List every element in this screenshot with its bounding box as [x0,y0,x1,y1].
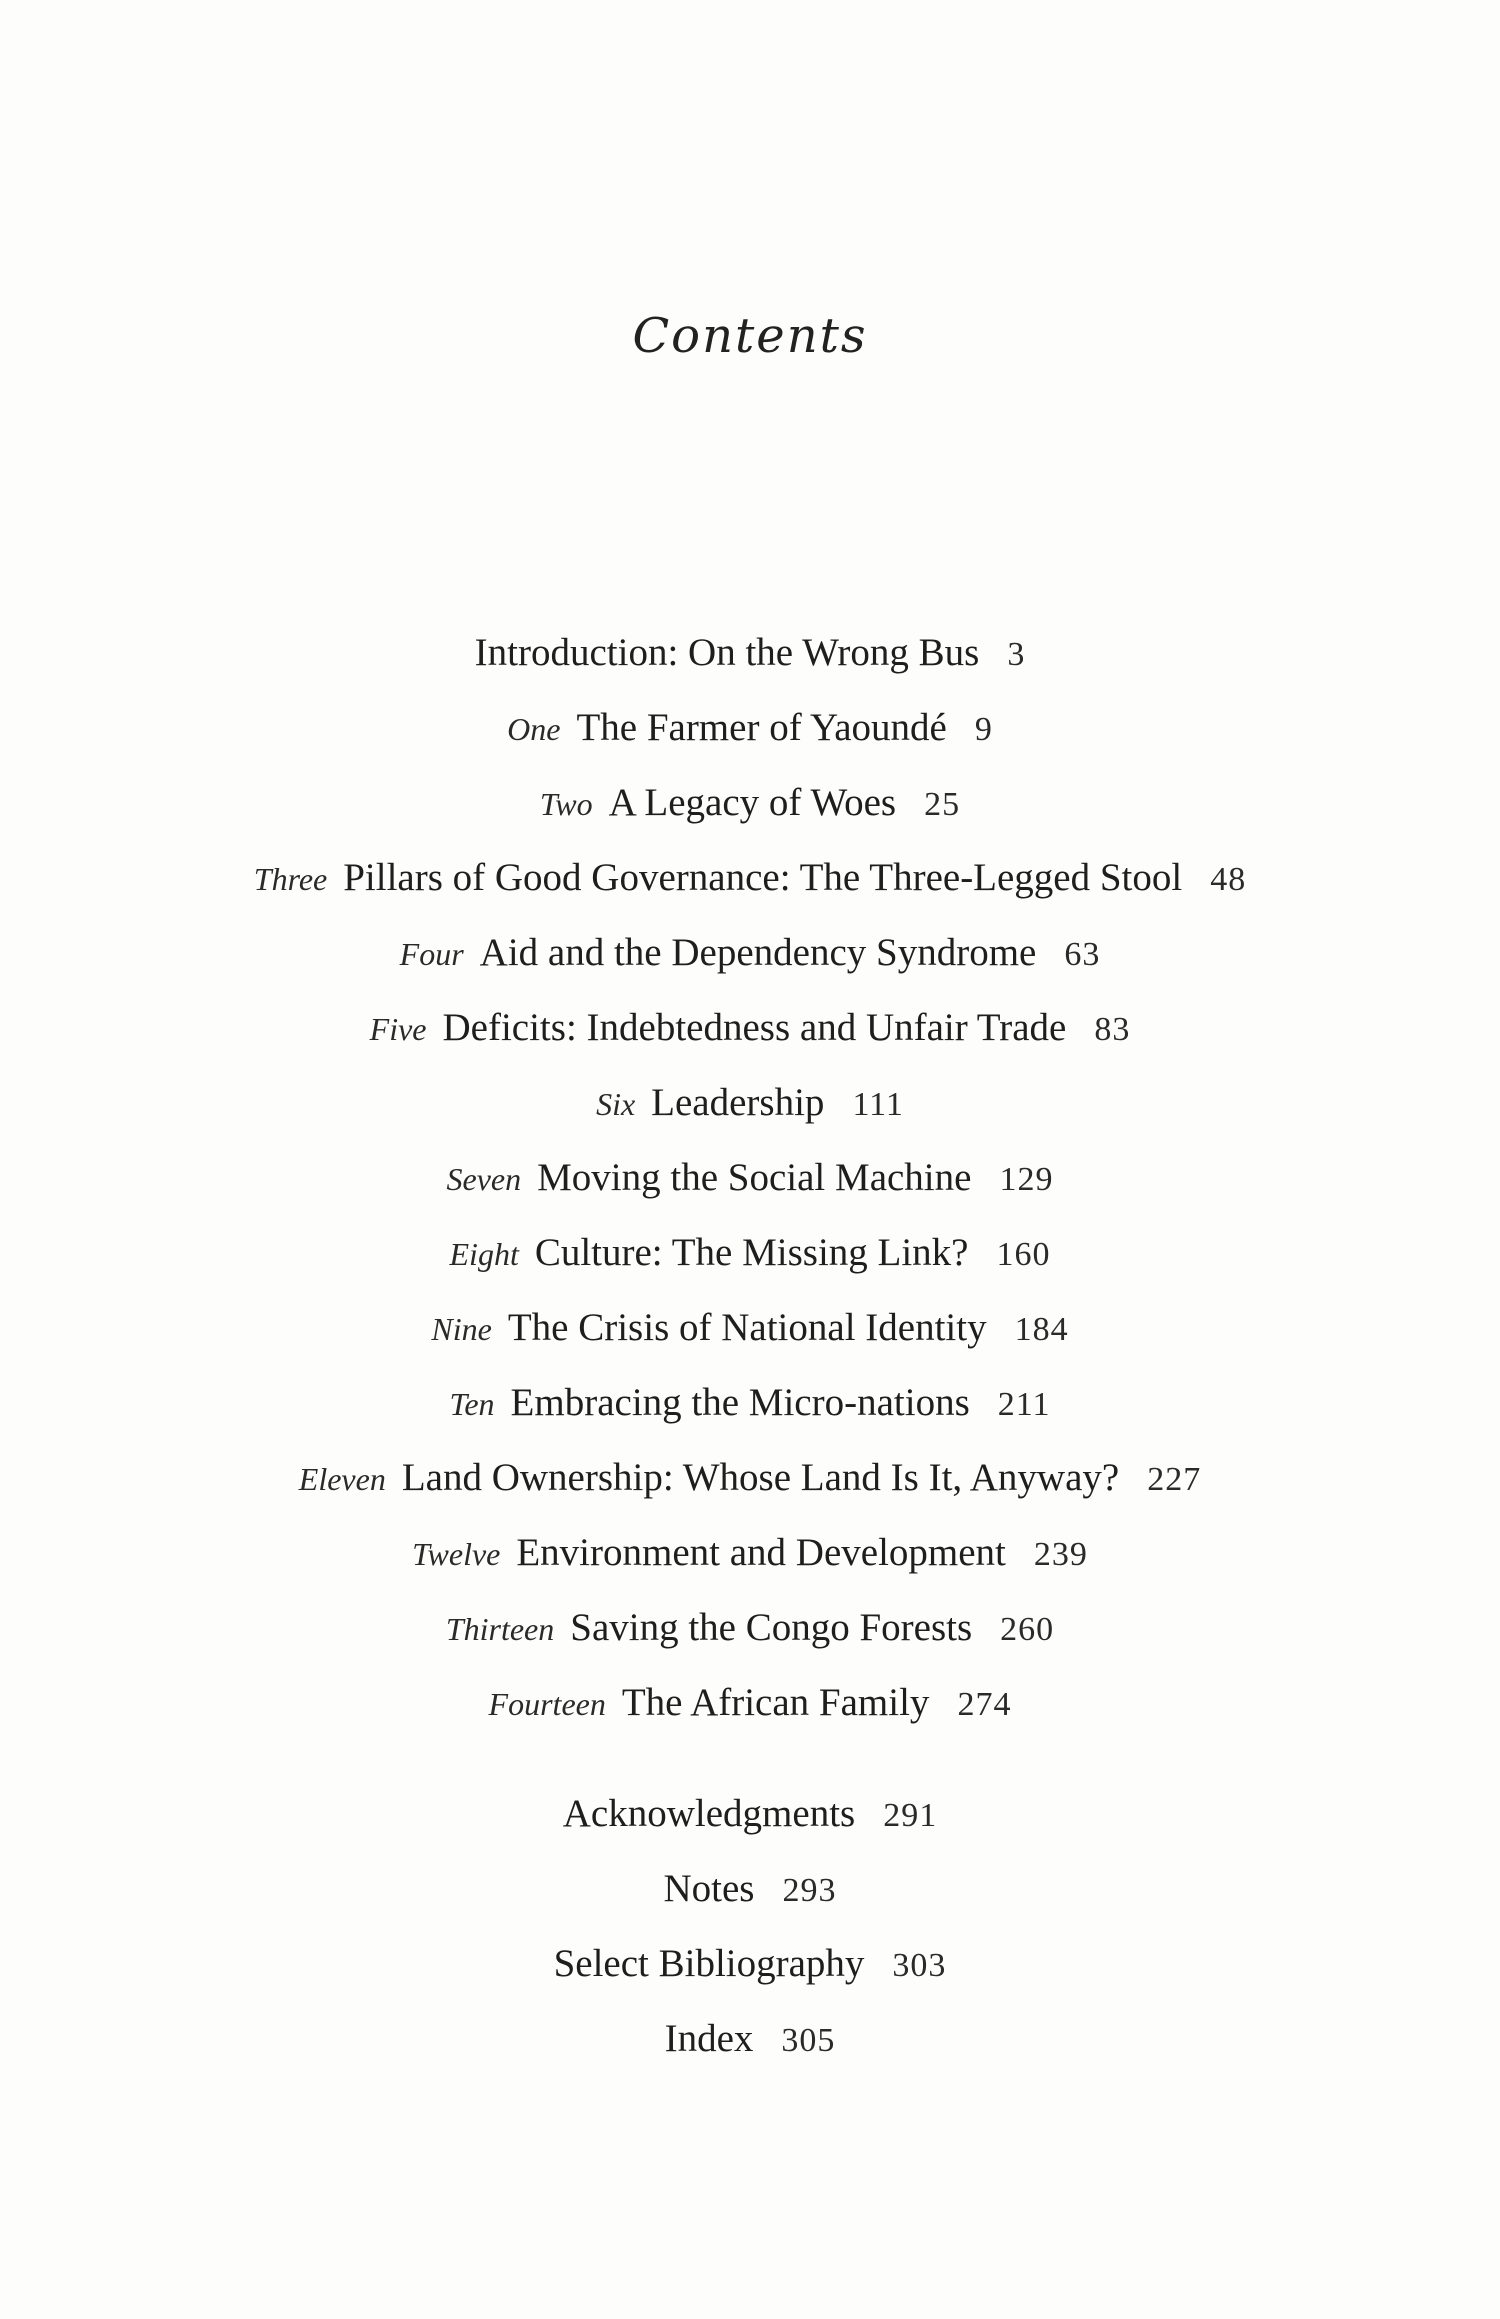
page-title: Contents [632,308,868,364]
toc-entry-chapter-4 [0,915,1500,990]
toc-entry-chapter-3 [0,840,1500,915]
entry-title: Select Bibliography [553,1942,865,1985]
entry-page-number: 83 [1094,1011,1131,1048]
entry-title: Acknowledgments [562,1792,856,1835]
chapter-number: Seven [446,1161,522,1197]
chapter-number: Three [253,861,328,897]
entry-page-number: 291 [883,1797,938,1834]
entry-page-number: 25 [924,786,961,823]
toc-entry-chapter-6 [0,1065,1500,1140]
chapter-number: Ten [449,1386,495,1422]
entry-title: Index [664,2017,754,2060]
chapter-number: Twelve [412,1536,501,1572]
entry-page-number: 3 [1007,636,1026,673]
entry-page-number: 305 [781,2022,836,2059]
entry-page-number: 129 [999,1161,1054,1198]
toc-entry-chapter-9 [0,1290,1500,1365]
toc-entry-bibliography [0,1926,1500,2001]
chapter-number: Five [369,1011,427,1047]
toc-entry-chapter-8 [0,1215,1500,1290]
entry-title: Culture: The Missing Link? [534,1231,969,1274]
toc-entry-chapter-7 [0,1140,1500,1215]
toc-entry-chapter-5 [0,990,1500,1065]
toc-entry-chapter-2 [0,765,1500,840]
entry-page-number: 63 [1064,936,1101,973]
section-spacer [0,1740,1500,1776]
toc-entry-chapter-12 [0,1515,1500,1590]
toc-entry-chapter-13 [0,1590,1500,1665]
chapter-number: Six [596,1086,636,1122]
entry-page-number: 227 [1147,1461,1202,1498]
entry-title: The Crisis of National Identity [507,1306,987,1349]
entry-page-number: 160 [996,1236,1051,1273]
entry-page-number: 239 [1033,1536,1088,1573]
entry-title: The Farmer of Yaoundé [576,706,947,749]
chapter-number: Two [539,786,593,822]
toc-entry-chapter-14 [0,1665,1500,1740]
entry-title: The African Family [621,1681,930,1724]
entry-title: Pillars of Good Governance: The Three-Legged Stool [343,856,1183,899]
chapter-number: Eleven [298,1461,386,1497]
entry-title: Environment and Development [516,1531,1006,1574]
entry-title: Saving the Congo Forests [570,1606,973,1649]
entry-title: Introduction: On the Wrong Bus [474,631,980,674]
entry-title: Embracing the Micro-nations [510,1381,970,1424]
entry-page-number: 211 [997,1386,1051,1423]
entry-page-number: 293 [782,1872,837,1909]
toc-entry-chapter-1 [0,690,1500,765]
entry-title: Moving the Social Machine [537,1156,972,1199]
chapter-number: Fourteen [488,1686,606,1722]
entry-title: Aid and the Dependency Syndrome [479,931,1037,974]
entry-page-number: 184 [1014,1311,1069,1348]
table-of-contents [0,615,1500,2076]
entry-title: Leadership [651,1081,825,1124]
toc-entry-introduction [0,615,1500,690]
chapter-number: One [507,711,561,747]
entry-page-number: 303 [892,1947,947,1984]
entry-page-number: 111 [852,1086,904,1123]
chapter-number: Thirteen [445,1611,555,1647]
entry-page-number: 260 [1000,1611,1055,1648]
toc-entry-acknowledgments [0,1776,1500,1851]
toc-entry-chapter-11 [0,1440,1500,1515]
entry-title: A Legacy of Woes [608,781,897,824]
chapter-number: Eight [449,1236,519,1272]
entry-title: Deficits: Indebtedness and Unfair Trade [442,1006,1067,1049]
toc-entry-notes [0,1851,1500,1926]
entry-page-number: 48 [1210,861,1247,898]
entry-title: Notes [663,1867,755,1910]
toc-entry-chapter-10 [0,1365,1500,1440]
chapter-number: Nine [431,1311,492,1347]
toc-entry-index [0,2001,1500,2076]
entry-page-number: 274 [957,1686,1012,1723]
entry-title: Land Ownership: Whose Land Is It, Anyway? [401,1456,1120,1499]
entry-page-number: 9 [974,711,993,748]
chapter-number: Four [399,936,464,972]
